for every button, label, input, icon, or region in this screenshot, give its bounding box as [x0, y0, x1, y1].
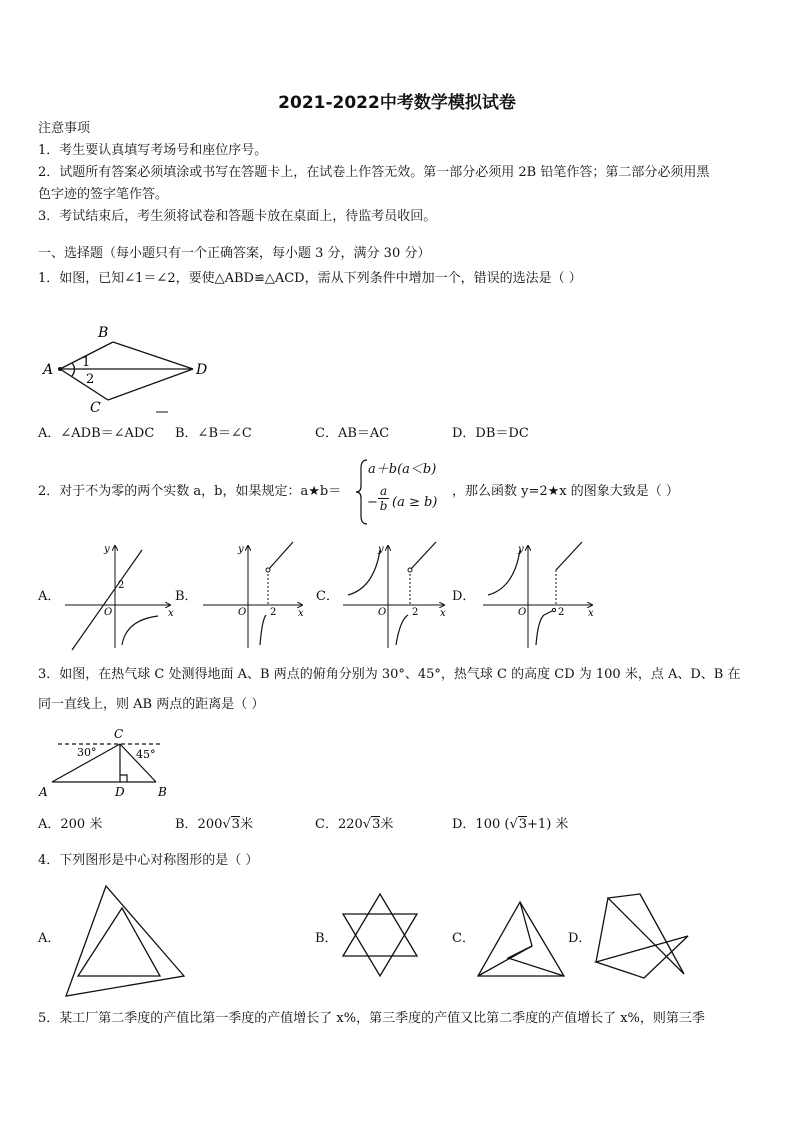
q3-option-c-unit: 米: [380, 817, 394, 832]
q1-label-a: A: [43, 362, 54, 378]
q2-case-2-numerator: a: [380, 484, 388, 498]
q3-label-d: D: [115, 785, 125, 799]
q2a-x-label: x: [168, 608, 174, 619]
q3-angle-30: 30°: [77, 746, 97, 759]
q3-option-c-coef: C．220: [315, 817, 363, 832]
q2c-x-label: x: [440, 608, 446, 619]
notice-item-1: 1．考生要认真填写考场号和座位序号。: [38, 143, 268, 158]
sqrt-icon: √: [222, 817, 231, 832]
notice-item-3: 3．考试结束后，考生须将试卷和答题卡放在桌面上，待监考员收回。: [38, 209, 437, 224]
q1-label-d: D: [196, 362, 208, 378]
q2d-y-label: y: [518, 544, 524, 555]
q1-option-c: C．AB＝AC: [315, 426, 390, 441]
q2d-x-label: x: [588, 608, 594, 619]
q3-option-d-radicand: 3: [518, 817, 528, 832]
notice-item-2: 2．试题所有答案必须填涂或书写在答题卡上，在试卷上作答无效。第一部分必须用 2B 铅笔作答；第二部分必须用黑: [38, 165, 710, 180]
q3-option-c: [315, 816, 393, 834]
q3-option-b-radicand: 3: [231, 817, 240, 832]
q3-option-d: [452, 816, 568, 834]
q2-option-d: D．: [452, 589, 476, 604]
q2a-intercept: 2: [118, 580, 125, 591]
q3-angle-45: 45°: [136, 748, 156, 761]
q2-option-a: A．: [38, 589, 61, 604]
q4-option-b: B．: [315, 931, 338, 946]
q3-option-c-radicand: 3: [372, 817, 381, 832]
q2d-origin: O: [518, 607, 527, 618]
q4-figure-b: [335, 890, 425, 980]
q4-figure-c: [472, 898, 572, 983]
q2a-origin: O: [104, 607, 113, 618]
sqrt-icon: √: [509, 817, 518, 832]
q2c-origin: O: [378, 607, 387, 618]
q4-figure-a: [58, 880, 188, 1000]
q2-graph-d: [478, 540, 598, 652]
q4-option-c: C．: [452, 931, 475, 946]
notice-heading: 注意事项: [38, 121, 91, 136]
sqrt-icon: √: [362, 817, 372, 832]
q2b-origin: O: [238, 607, 247, 618]
q3-option-b: [175, 816, 253, 834]
q1-stem: 1．如图，已知∠1＝∠2，要使△ABD≌△ACD，需从下列条件中增加一个，错误的选法是（ ）: [38, 271, 582, 286]
q2a-y-label: y: [104, 544, 110, 555]
q2-option-b: B．: [175, 589, 198, 604]
q3-label-c: C: [114, 727, 124, 741]
q2-case-2-denominator: b: [379, 499, 388, 513]
q1-label-b: B: [98, 325, 109, 341]
notice-item-2-cont: 色字迹的签字笔作答。: [38, 187, 169, 202]
q4-option-a: A．: [38, 931, 61, 946]
q2-graph-a: [60, 540, 178, 652]
q2-graph-b: [198, 540, 308, 652]
page-title: 2021-2022中考数学模拟试卷: [278, 93, 516, 113]
q2b-tick: 2: [270, 607, 277, 618]
q2-stem-post: ，那么函数 y=2★x 的图象大致是（ ）: [452, 484, 679, 499]
q4-option-d: D．: [568, 931, 592, 946]
q2c-tick: 2: [412, 607, 419, 618]
q3-option-b-coef: B．200: [175, 817, 223, 832]
q1-option-d: D．DB＝DC: [452, 426, 529, 441]
q2-case-1: a＋b(a＜b): [368, 462, 437, 477]
q3-figure: [36, 725, 181, 800]
q2-brace-icon: [355, 458, 369, 526]
q5-stem: 5．某工厂第二季度的产值比第一季度的产值增长了 x%，第三季度的产值又比第二季度的产值增长了 x%，则第三季: [38, 1011, 705, 1026]
q3-option-d-coef: D．100 (: [452, 817, 510, 832]
q2-option-c: C．: [316, 589, 339, 604]
q1-angle-2: 2: [86, 372, 95, 387]
q3-label-a: A: [39, 785, 48, 799]
q1-label-c: C: [90, 400, 101, 416]
q2-case-2-fraction: [378, 484, 389, 513]
q1-option-a: A．∠ADB＝∠ADC: [38, 426, 155, 441]
q1-angle-1: 1: [82, 355, 91, 370]
q2b-y-label: y: [238, 544, 244, 555]
q4-stem: 4．下列图形是中心对称图形的是（ ）: [38, 853, 259, 868]
q2-stem-pre: 2．对于不为零的两个实数 a，b，如果规定：a★b＝: [38, 484, 342, 499]
q4-figure-d: [592, 890, 694, 980]
q3-option-b-unit: 米: [239, 817, 253, 832]
q3-option-a: A．200 米: [38, 817, 103, 832]
section-heading: 一、选择题（每小题只有一个正确答案，每小题 3 分，满分 30 分）: [38, 246, 431, 261]
q1-option-b: B．∠B＝∠C: [175, 426, 252, 441]
q2-graph-c: [338, 540, 450, 652]
q2-case-2-sign: −: [367, 495, 378, 510]
q2c-y-label: y: [378, 544, 384, 555]
q1-figure: [38, 320, 218, 418]
q2-case-2-condition: (a ≥ b): [392, 495, 438, 510]
q3-stem-line-1: 3．如图，在热气球 C 处测得地面 A、B 两点的俯角分别为 30°、45°，热气球 C 的高度 CD 为 100 米，点 A、D、B 在: [38, 667, 741, 682]
q2b-x-label: x: [298, 608, 304, 619]
q3-stem-line-2: 同一直线上，则 AB 两点的距离是（ ）: [38, 697, 265, 712]
q3-label-b: B: [158, 785, 167, 799]
q3-option-d-unit: +1) 米: [527, 817, 569, 832]
q2d-tick: 2: [558, 607, 565, 618]
